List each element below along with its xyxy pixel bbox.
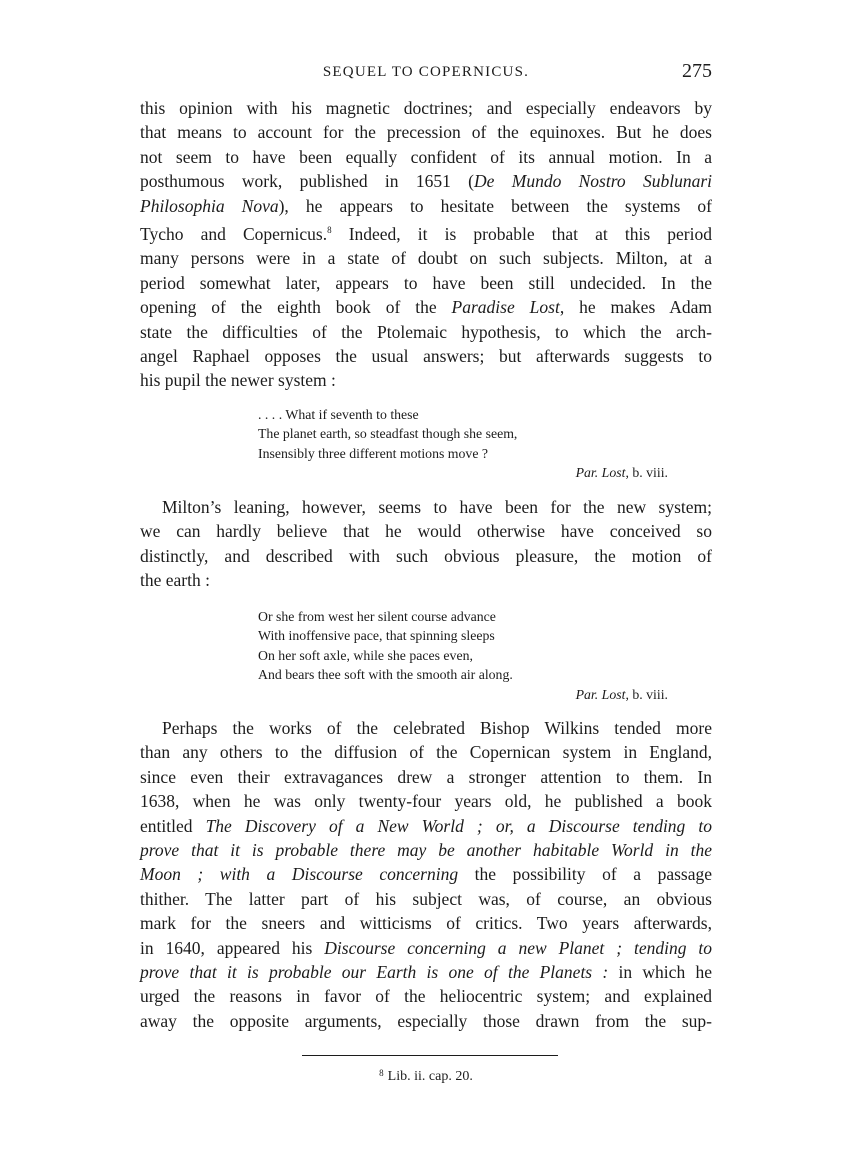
citation-book: , b. viii. — [625, 465, 668, 481]
paragraph-2 — [140, 495, 712, 593]
footnote-text: Lib. ii. cap. 20. — [387, 1069, 473, 1085]
text-line: not seem to have been equally confident of its annual motion. In a — [140, 146, 712, 167]
footnote-divider — [302, 1055, 558, 1056]
text-line: this opinion with his magnetic doctrines; and especially endeavors by — [140, 98, 712, 118]
text-line — [140, 960, 712, 984]
text-run: entitled — [140, 815, 206, 836]
verse-line: The planet earth, so steadfast though she seem, — [258, 426, 518, 442]
text-line: we can hardly believe that he would otherwise have conceived so — [140, 521, 712, 542]
quotation-citation — [258, 463, 668, 483]
text-run: ), he appears to hesitate between the systems of — [278, 195, 712, 216]
text-run: in 1640, appeared his — [140, 937, 325, 958]
text-line — [140, 169, 712, 193]
citation-title: Par. Lost — [575, 686, 626, 702]
text-line: Milton’s leaning, however, seems to have been for the new system; — [162, 496, 712, 517]
paradise-lost-title: Paradise Lost — [451, 297, 560, 318]
text-run: Indeed, it is probable that at this period — [331, 224, 712, 245]
text-line: thither. The latter part of his subject was, of course, an obvious — [140, 888, 712, 909]
text-line: 1638, when he was only twenty-four years old, he published a book — [140, 791, 712, 812]
book-page — [140, 62, 712, 1122]
text-run: , he makes Adam — [559, 297, 712, 318]
verse-line: And bears thee soft with the smooth air along. — [258, 667, 513, 682]
verse-quotation-1 — [258, 405, 668, 483]
text-line — [140, 295, 712, 319]
text-line: period somewhat later, appears to have been still undecided. In the — [140, 272, 712, 293]
quotation-citation — [258, 685, 668, 705]
text-line: than any others to the diffusion of the Copernican system in England, — [140, 742, 712, 763]
text-line: that means to account for the precession of the equinoxes. But he does — [140, 122, 712, 143]
text-line: since even their extravagances drew a stronger attention to them. In — [140, 766, 712, 787]
text-run: in which he — [608, 962, 712, 983]
text-line: mark for the sneers and witticisms of critics. Two years afterwards, — [140, 913, 712, 934]
text-line: his pupil the newer system : — [140, 370, 336, 391]
text-line: distinctly, and described with such obvious pleasure, the motion of — [140, 545, 712, 566]
running-title: SEQUEL TO COPERNICUS. — [322, 64, 530, 80]
text-line — [140, 194, 712, 218]
citation-title: Par. Lost — [575, 465, 626, 481]
book-title-latin-cont: Philosophia Nova — [140, 195, 279, 216]
verse-line: On her soft axle, while she paces even, — [258, 647, 473, 663]
text-line — [140, 218, 712, 246]
text-line: angel Raphael opposes the usual answers; but afterwards suggests to — [140, 346, 712, 367]
text-line — [140, 862, 712, 886]
verse-quotation-2 — [258, 607, 668, 705]
page-number: 275 — [682, 60, 712, 82]
text-line — [140, 936, 712, 960]
verse-line: Insensibly three different motions move ? — [258, 445, 489, 461]
text-line: Perhaps the works of the celebrated Bishop Wilkins tended more — [162, 718, 712, 738]
paragraph-1 — [140, 96, 712, 393]
discourse-title-cont: prove that it is probable our Earth is one of the Planets : — [140, 962, 609, 983]
text-line: urged the reasons in favor of the heliocentric system; and explained — [140, 986, 712, 1007]
wilkins-book-title: The Discovery of a New World ; or, a Discourse tending to — [205, 815, 713, 836]
text-line — [140, 838, 712, 862]
wilkins-book-title-cont: prove that it is probable there may be another habitable World in the — [140, 840, 712, 861]
verse-line: Or she from west her silent course advance — [258, 608, 496, 624]
text-line: state the difficulties of the Ptolemaic hypothesis, to which the arch- — [140, 321, 712, 342]
discourse-title: Discourse concerning a new Planet ; tending to — [324, 937, 712, 958]
text-line: away the opposite arguments, especially those drawn from the sup- — [140, 1010, 712, 1031]
footnote — [140, 1068, 712, 1085]
citation-book: , b. viii. — [625, 686, 668, 702]
footnote-reference: 8 — [327, 225, 332, 236]
text-line — [140, 814, 712, 838]
running-head — [140, 62, 712, 96]
text-run: the possibility of a passage — [458, 864, 712, 885]
text-line: many persons were in a state of doubt on such subjects. Milton, at a — [140, 248, 712, 269]
text-run: opening of the eighth book of the — [140, 297, 452, 318]
verse-line: . . . . What if seventh to these — [258, 406, 419, 422]
text-line: the earth : — [140, 570, 210, 591]
text-run: Tycho and Copernicus. — [140, 224, 328, 245]
book-title-latin: De Mundo Nostro Sublunari — [474, 171, 712, 192]
wilkins-book-title-cont: Moon ; with a Discourse concerning — [140, 864, 459, 885]
text-run: posthumous work, published in 1651 ( — [140, 171, 475, 192]
verse-line: With inoffensive pace, that spinning sleeps — [258, 628, 495, 643]
footnote-marker: 8 — [379, 1068, 384, 1079]
paragraph-3 — [140, 716, 712, 1033]
